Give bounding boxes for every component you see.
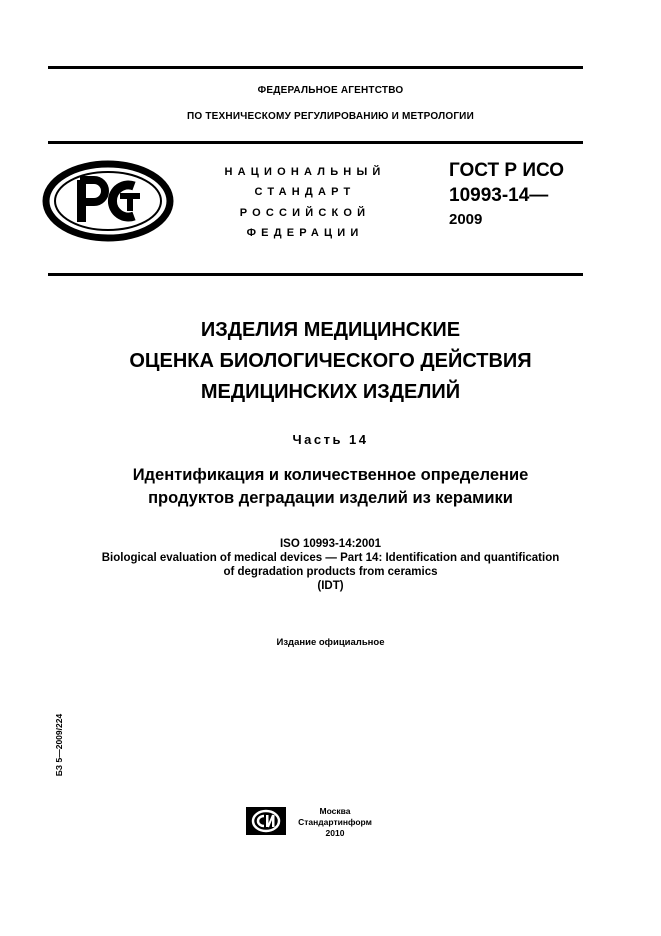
middle-rule [48, 273, 583, 276]
subtitle-line-1: Идентификация и количественное определение [132, 466, 529, 484]
iso-english-title-2: of degradation products from ceramics [223, 566, 438, 578]
standard-number: 10993-14— [449, 185, 549, 206]
national-line-3: РОССИЙСКОЙ [239, 207, 371, 219]
top-rule [48, 66, 583, 69]
part-label: Часть 14 [292, 432, 369, 447]
standartinform-logo-icon [246, 807, 286, 835]
iso-english-title-1: Biological evaluation of medical devices — Part 14: Identification and quantification [101, 552, 560, 564]
edition-label: Издание официальное [276, 637, 385, 648]
rst-certification-logo-icon [42, 160, 174, 242]
publisher-block [290, 806, 380, 839]
title-line-3: МЕДИЦИНСКИХ ИЗДЕЛИЙ [200, 381, 461, 403]
agency-line-1: ФЕДЕРАЛЬНОЕ АГЕНТСТВО [257, 85, 404, 96]
publisher-city: Москва [319, 806, 351, 816]
title-line-2: ОЦЕНКА БИОЛОГИЧЕСКОГО ДЕЙСТВИЯ [129, 350, 532, 372]
standard-designation: ГОСТ Р ИСО [449, 160, 565, 181]
subtitle-line-2: продуктов деградации изделий из керамики [148, 489, 513, 507]
iso-number: ISO 10993-14:2001 [279, 538, 382, 550]
title-line-1: ИЗДЕЛИЯ МЕДИЦИНСКИЕ [200, 319, 461, 341]
national-line-4: ФЕДЕРАЦИИ [246, 227, 364, 239]
agency-line-2: ПО ТЕХНИЧЕСКОМУ РЕГУЛИРОВАНИЮ И МЕТРОЛОГИИ [187, 111, 474, 122]
header-rule [48, 141, 583, 144]
standard-year: 2009 [449, 211, 483, 228]
publisher-year: 2010 [325, 828, 345, 838]
side-code: БЗ 5—2009/224 [54, 713, 64, 777]
national-line-2: СТАНДАРТ [254, 186, 356, 198]
iso-idt: (IDT) [317, 580, 344, 592]
publisher-name: Стандартинформ [298, 817, 372, 827]
national-line-1: НАЦИОНАЛЬНЫЙ [224, 166, 386, 178]
